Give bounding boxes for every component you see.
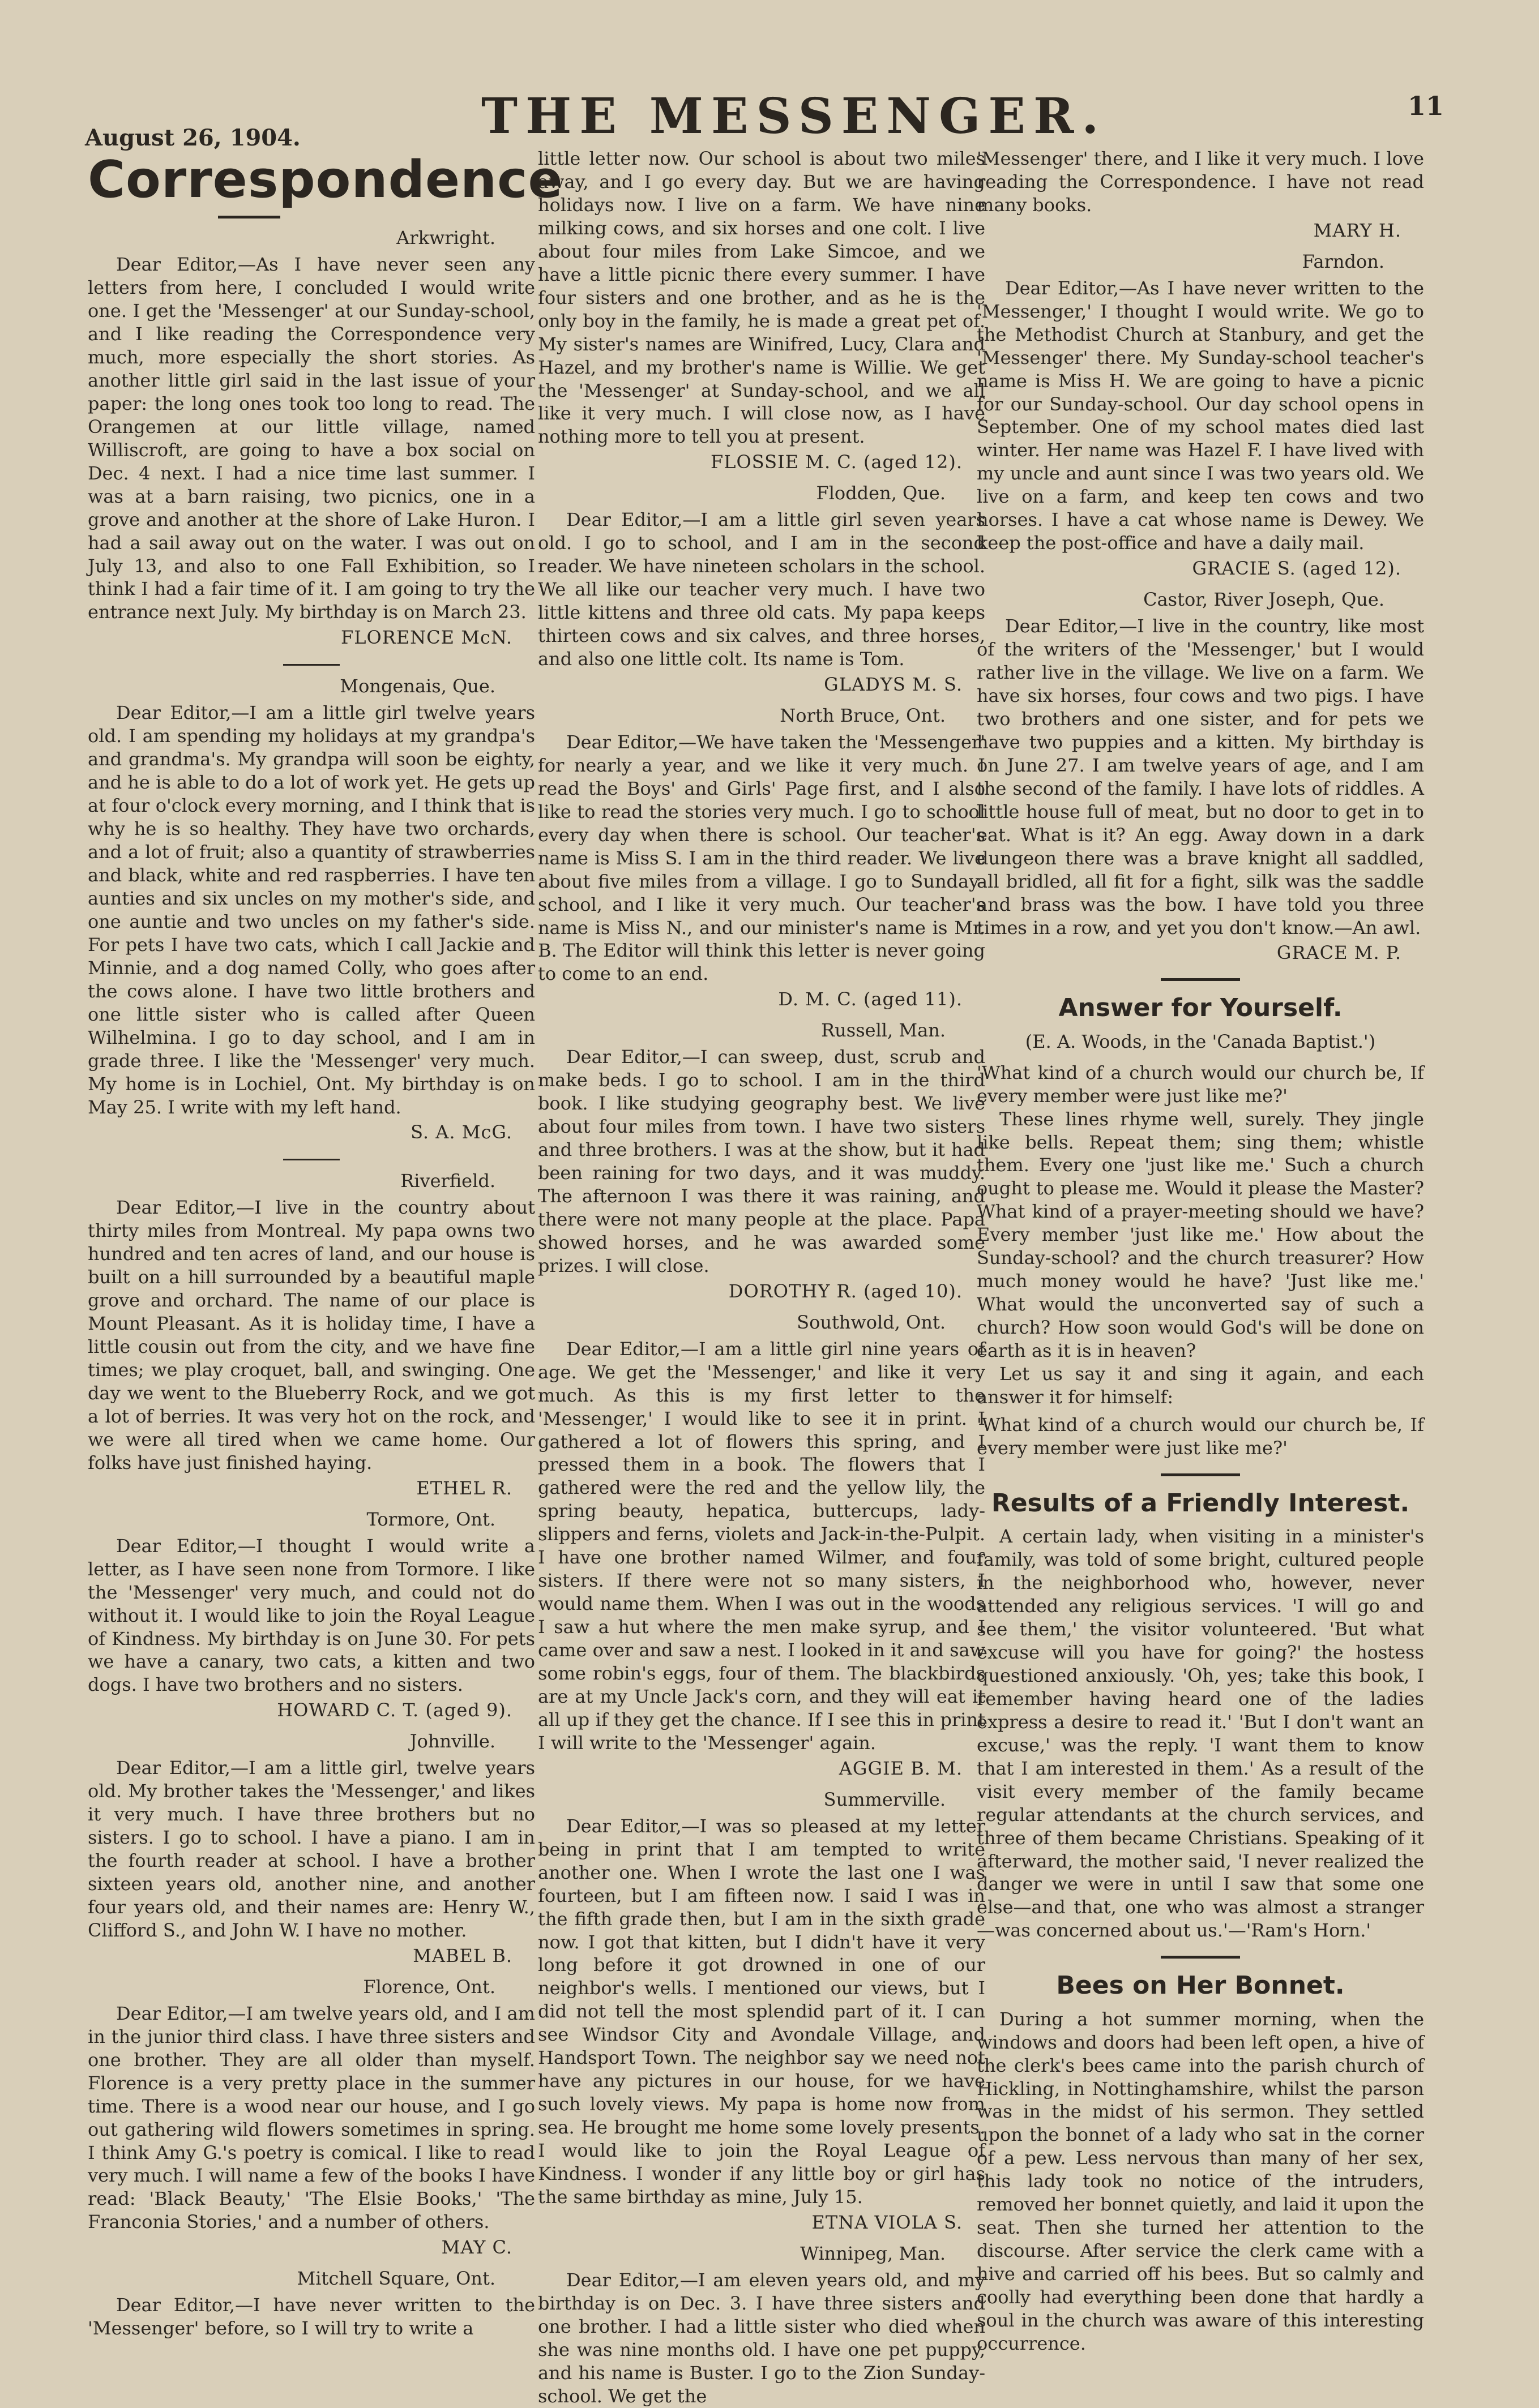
letter-body: Dear Editor,—We have taken the 'Messenger' for nearly a year, and we like it very much. I read the Boys' and Girls' Page first, and I also like to read the stories very much. I go to school every day when there is school. Our teacher's name is Miss S. I am in the third reader. We live about five miles from a village. I go to Sunday-school, and I like it very much. Our teacher's name is Miss N., and our minister's name is Mr. B. The Editor will think this letter is never going to come to an end. bbox=[538, 731, 985, 985]
letter-signature: MARY H. bbox=[1313, 219, 1401, 241]
letter-signature: DOROTHY R. (aged 10). bbox=[728, 1280, 963, 1302]
article-paragraph: A certain lady, when visiting in a minister's family, was told of some bright, cultured people in the neighborhood who, however, never attended any religious services. 'I will go and see them,' the visitor volunteered. 'But what excuse will you have for going?' the hostess questioned anxiously. 'Oh, yes; take this book, I remember having heard one of the ladies express a desire to read it.' 'But I don't want an excuse,' was the reply. 'I want them to know that I am interested in them.' As a result of the visit every member of the family became regular attendants at the church services, and three of them became Christians. Speaking of it afterward, the mother said, 'I never realized the danger we were in until I saw that some one else—and that, one who was almost a stranger—was concerned about us.'—'Ram's Horn.' bbox=[977, 1526, 1424, 1942]
column-3 bbox=[977, 147, 1424, 2355]
letter-place: Mongenais, Que. bbox=[340, 675, 495, 697]
letter-place: Farndon. bbox=[1302, 250, 1384, 272]
column-1 bbox=[88, 147, 563, 2340]
letter-signature: AGGIE B. M. bbox=[839, 1757, 963, 1779]
letter-signature: GRACIE S. (aged 12). bbox=[1192, 558, 1401, 580]
letter-signature: FLOSSIE M. C. (aged 12). bbox=[711, 451, 963, 473]
article-paragraph: 'What kind of a church would our church be, If every member were just like me?' bbox=[977, 1061, 1424, 1107]
letter-place: Flodden, Que. bbox=[816, 482, 946, 504]
heading-rule bbox=[218, 216, 280, 218]
letter-place: Tormore, Ont. bbox=[366, 1508, 495, 1530]
letter-place: Mitchell Square, Ont. bbox=[297, 2268, 495, 2290]
letter-body: Dear Editor,—I have never written to the 'Messenger' before, so I will try to write a bbox=[88, 2294, 535, 2340]
letter-place: Arkwright. bbox=[396, 227, 495, 249]
letter-body: Dear Editor,—I thought I would write a letter, as I have seen none from Tormore. I like the 'Messenger' very much, and could not do without it. I would like to join the Royal League of Kindness. My birthday is on June 30. For pets we have a canary, two cats, a kitten and two dogs. I have two brothers and no sisters. bbox=[88, 1535, 535, 1696]
section-title: Correspondence bbox=[88, 150, 563, 209]
article-byline: (E. A. Woods, in the 'Canada Baptist.') bbox=[1025, 1030, 1376, 1052]
letter-signature: MABEL B. bbox=[413, 1944, 512, 1966]
letter-body: little letter now. Our school is about two miles away, and I go every day. But we are having holidays now. I live on a farm. We have nine milking cows, and six horses and one colt. I live about four miles from Lake Simcoe, and we have a little picnic there every summer. I have four sisters and one brother, and as he is the only boy in the family, he is made a great pet of. My sister's names are Winifred, Lucy, Clara and Hazel, and my brother's name is Willie. We get the 'Messenger' at Sunday-school, and we all like it very much. I will close now, as I have nothing more to tell you at present. bbox=[538, 148, 985, 448]
letter-place: Russell, Man. bbox=[821, 1019, 946, 1042]
letter-place: Johnville. bbox=[409, 1730, 495, 1753]
letter-body: Dear Editor,—I can sweep, dust, scrub and make beds. I go to school. I am in the third book. I like studying geography best. We live about four miles from town. I have two sisters and three brothers. I was at the show, but it had been raining for two days, and it was muddy. The afternoon I was there it was raining, and there were not many people at the place. Papa showed horses, and he was awarded some prizes. I will close. bbox=[538, 1046, 985, 1276]
separator-rule bbox=[283, 1159, 340, 1160]
separator-rule bbox=[1161, 1473, 1240, 1476]
letter-body: Dear Editor,—I am a little girl, twelve years old. My brother takes the 'Messenger,' and likes it very much. I have three brothers but no sisters. I go to school. I have a piano. I am in the fourth reader at school. I have a brother sixteen years old, another nine, and another four years old, and their names are: Henry W., Clifford S., and John W. I have no mother. bbox=[88, 1757, 535, 1941]
separator-rule bbox=[1161, 1956, 1240, 1959]
letter-signature: ETNA VIOLA S. bbox=[811, 2211, 963, 2233]
letter-body: Dear Editor,—I was so pleased at my letter being in print that I am tempted to write another one. When I wrote the last one I was fourteen, but I am fifteen now. I said I was in the fifth grade then, but I am in the sixth grade now. I got that kitten, but I didn't have it very long before it got drowned in one of our neighbor's wells. I mentioned our views, but I did not tell the most splendid part of it. I can see Windsor City and Avondale Village, and Handsport Town. The neighbor say we need not have any pictures in our house, for we have such lovely views. My papa is home now from sea. He brought me home some lovely presents. I would like to join the Royal League of Kindness. I wonder if any little boy or girl has the same birthday as mine, July 15. bbox=[538, 1815, 985, 2208]
letter-signature: GLADYS M. S. bbox=[824, 673, 963, 695]
letter-body: Dear Editor,—I am a little girl seven years old. I go to school, and I am in the second reader. We have nineteen scholars in the school. We all like our teacher very much. I have two little kittens and three old cats. My papa keeps thirteen cows and six calves, and three horses, and also one little colt. Its name is Tom. bbox=[538, 509, 985, 670]
letter-signature: GRACE M. P. bbox=[1276, 942, 1401, 964]
letter-signature: ETHEL R. bbox=[416, 1477, 512, 1499]
letter-signature: S. A. McG. bbox=[411, 1121, 512, 1143]
article-title: Bees on Her Bonnet. bbox=[1056, 1971, 1345, 2000]
separator-rule bbox=[283, 664, 340, 666]
letter-place: Florence, Ont. bbox=[363, 1976, 495, 1998]
separator-rule bbox=[1161, 978, 1240, 981]
column-2 bbox=[538, 147, 985, 2408]
letter-body: Dear Editor,—I live in the country, like most of the writers of the 'Messenger,' but I would rather live in the village. We live on a farm. We have six horses, four cows and two pigs. I have two brothers and one sister, and for pets we have two puppies and a kitten. My birthday is on June 27. I am twelve years of age, and I am the second of the family. I have lots of riddles. A little house full of meat, but no door to get in to eat. What is it? An egg. Away down in a dark dungeon there was a brave knight all saddled, all bridled, all fit for a fight, silk was the saddle and brass was the bow. I have told you three times in a row, and yet you don't know.—An awl. bbox=[977, 615, 1424, 939]
letter-body: Dear Editor,—I am a little girl nine years of age. We get the 'Messenger,' and like it very much. As this is my first letter to the 'Messenger,' I would like to see it in print. I gathered a lot of flowers this spring, and I pressed them in a book. The flowers that I gathered were the red and the yellow lily, the spring beauty, hepatica, buttercups, lady-slippers and ferns, violets and Jack-in-the-Pulpit. I have one brother named Wilmer, and four sisters. If there were not so many sisters, I would name them. When I was out in the woods I saw a hut where the men make syrup, and I came over and saw a nest. I looked in it and saw some robin's eggs, four of them. The blackbirds are at my Uncle Jack's corn, and they will eat it all up if they get the chance. If I see this in print I will write to the 'Messenger' again. bbox=[538, 1338, 985, 1754]
letter-body: 'Messenger' there, and I like it very much. I love reading the Correspondence. I have not read many books. bbox=[977, 148, 1424, 216]
letter-place: North Bruce, Ont. bbox=[780, 704, 946, 726]
article-title: Results of a Friendly Interest. bbox=[991, 1488, 1410, 1518]
letter-place: Castor, River Joseph, Que. bbox=[1143, 589, 1384, 611]
letter-place: Southwold, Ont. bbox=[797, 1311, 946, 1333]
page-number: 11 bbox=[1407, 91, 1444, 121]
letter-place: Winnipeg, Man. bbox=[800, 2242, 946, 2264]
article-paragraph: During a hot summer morning, when the windows and doors had been left open, a hive of the clerk's bees came into the parish church of Hickling, in Nottinghamshire, whilst the parson was in the midst of his sermon. They settled upon the bonnet of a lady who sat in the corner of a pew. Less nervous than many of her sex, this lady took no notice of the intruders, removed her bonnet quietly, and laid it upon the seat. Then she turned her attention to the discourse. After service the clerk came with a hive and carried off his bees. But so calmly and coolly had everything been done that hardly a soul in the church was aware of this interesting occurrence. bbox=[977, 2008, 1424, 2354]
letter-place: Summerville. bbox=[823, 1788, 946, 1810]
letter-signature: HOWARD C. T. (aged 9). bbox=[277, 1699, 512, 1721]
newspaper-title: THE MESSENGER. bbox=[481, 88, 1107, 145]
letter-body: Dear Editor,—I live in the country about thirty miles from Montreal. My papa owns two hundred and ten acres of land, and our house is built on a hill surrounded by a beautiful maple grove and orchard. The name of our place is Mount Pleasant. As it is holiday time, I have a little cousin out from the city, and we have fine times; we play croquet, ball, and swinging. One day we went to the Blueberry Rock, and we got a lot of berries. It was very hot on the rock, and we were all tired when we came home. Our folks have just finished haying. bbox=[88, 1197, 535, 1473]
article-paragraph: These lines rhyme well, surely. They jingle like bells. Repeat them; sing them; whistle them. Every one 'just like me.' Such a church ought to please me. Would it please the Master? What kind of a prayer-meeting should we have? Every member 'just like me.' How about the Sunday-school? and the church treasurer? How much money would he have? 'Just like me.' What would the unconverted say of such a church? How soon would God's will be done on earth as it is in heaven? bbox=[977, 1108, 1424, 1362]
letter-signature: D. M. C. (aged 11). bbox=[778, 988, 963, 1010]
article-paragraph: Let us say it and sing it again, and each answer it for himself: bbox=[977, 1363, 1424, 1408]
letter-signature: FLORENCE McN. bbox=[341, 627, 512, 649]
issue-date: August 26, 1904. bbox=[85, 125, 301, 151]
letter-body: Dear Editor,—I am eleven years old, and my birthday is on Dec. 3. I have three sisters and one brother. I had a little sister who died when she was nine months old. I have one pet puppy, and his name is Buster. I go to the Zion Sunday-school. We get the bbox=[538, 2269, 985, 2407]
article-paragraph: 'What kind of a church would our church be, If every member were just like me?' bbox=[977, 1413, 1424, 1459]
letter-signature: MAY C. bbox=[441, 2236, 512, 2259]
letter-body: Dear Editor,—As I have never seen any letters from here, I concluded I would write one. I get the 'Messenger' at our Sunday-school, and I like reading the Correspondence very much, more especially the short stories. As another little girl said in the last issue of your paper: the long ones took too long to read. The Orangemen at our little village, named Williscroft, are going to have a box social on Dec. 4 next. I had a nice time last summer. I was at a barn raising, two picnics, one in a grove and another at the shore of Lake Huron. I had a sail away out on the water. I was out on July 13, and also to one Fall Exhibition, so I think I had a fair time of it. I am going to try the entrance next July. My birthday is on March 23. bbox=[88, 254, 535, 623]
article-title: Answer for Yourself. bbox=[1058, 993, 1343, 1023]
letter-place: Riverfield. bbox=[400, 1170, 495, 1192]
masthead bbox=[85, 85, 1444, 151]
letter-body: Dear Editor,—As I have never written to the 'Messenger,' I thought I would write. We go to the Methodist Church at Stanbury, and get the 'Messenger' there. My Sunday-school teacher's name is Miss H. We are going to have a picnic for our Sunday-school. Our day school opens in September. One of my school mates died last winter. Her name was Hazel F. I have lived with my uncle and aunt since I was two years old. We live on a farm, and keep ten cows and two horses. I have a cat whose name is Dewey. We keep the post-office and have a daily mail. bbox=[977, 277, 1424, 554]
letter-body: Dear Editor,—I am a little girl twelve years old. I am spending my holidays at my grandpa's and grandma's. My grandpa will soon be eighty, and he is able to do a lot of work yet. He gets up at four o'clock every morning, and I think that is why he is so healthy. They have two orchards, and a lot of fruit; also a quantity of strawberries and black, white and red raspberries. I have ten aunties and six uncles on my mother's side, and one auntie and two uncles on my father's side. For pets I have two cats, which I call Jackie and Minnie, and a dog named Colly, who goes after the cows alone. I have two little brothers and one little sister who is called after Queen Wilhelmina. I go to day school, and I am in grade three. I like the 'Messenger' very much. My home is in Lochiel, Ont. My birthday is on May 25. I write with my left hand. bbox=[88, 702, 535, 1118]
letter-body: Dear Editor,—I am twelve years old, and I am in the junior third class. I have three sisters and one brother. They are all older than myself. Florence is a very pretty place in the summer time. There is a wood near our house, and I go out gathering wild flowers sometimes in spring. I think Amy G.'s poetry is comical. I like to read very much. I will name a few of the books I have read: 'Black Beauty,' 'The Elsie Books,' 'The Franconia Stories,' and a number of others. bbox=[88, 2002, 535, 2233]
